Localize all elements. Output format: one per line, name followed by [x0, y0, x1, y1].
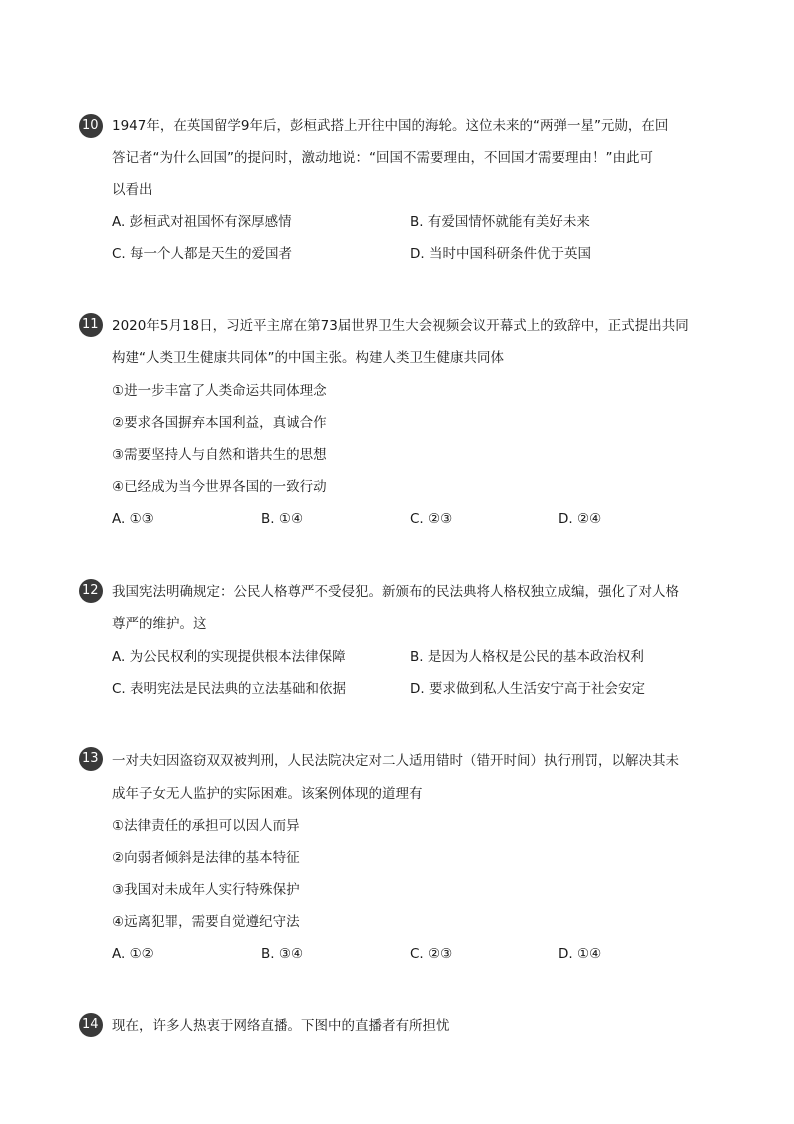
option-c[interactable]: C. 每一个人都是天生的爱国者 [112, 246, 293, 262]
option-a[interactable]: A. 为公民权利的实现提供根本法律保障 [112, 649, 346, 665]
question-stem-line: 构建“人类卫生健康共同体”的中国主张。构建人类卫生健康共同体 [112, 350, 504, 366]
question-stem-line: 成年子女无人监护的实际困难。该案例体现的道理有 [112, 786, 423, 802]
option-b[interactable]: B. ①④ [261, 511, 304, 527]
question-number-badge: 10 [79, 114, 103, 138]
question-number-badge: 14 [79, 1013, 103, 1037]
question-number-badge: 13 [79, 747, 103, 771]
statement-item: ④远离犯罪，需要自觉遵纪守法 [112, 914, 300, 930]
option-d[interactable]: D. ②④ [558, 511, 602, 527]
statement-item: ②要求各国摒弃本国利益，真诚合作 [112, 415, 327, 431]
option-a[interactable]: A. ①② [112, 946, 154, 962]
statement-item: ③需要坚持人与自然和谐共生的思想 [112, 447, 327, 463]
option-d[interactable]: D. ①④ [558, 946, 602, 962]
question-stem-line: 一对夫妇因盗窃双双被判刑，人民法院决定对二人适用错时（错开时间）执行刑罚，以解决其未 [112, 753, 679, 769]
option-c[interactable]: C. ②③ [410, 946, 453, 962]
statement-item: ②向弱者倾斜是法律的基本特征 [112, 850, 300, 866]
question-stem-line: 2020年5月18日，习近平主席在第73届世界卫生大会视频会议开幕式上的致辞中，正式提出共同 [112, 318, 689, 334]
question-stem-line: 我国宪法明确规定：公民人格尊严不受侵犯。新颁布的民法典将人格权独立成编，强化了对人格 [112, 584, 679, 600]
statement-item: ①法律责任的承担可以因人而异 [112, 818, 300, 834]
question-number-badge: 12 [79, 579, 103, 603]
statement-item: ④已经成为当今世界各国的一致行动 [112, 479, 327, 495]
option-b[interactable]: B. 有爱国情怀就能有美好未来 [410, 214, 590, 230]
option-b[interactable]: B. 是因为人格权是公民的基本政治权利 [410, 649, 644, 665]
option-d[interactable]: D. 当时中国科研条件优于英国 [410, 246, 591, 262]
option-c[interactable]: C. 表明宪法是民法典的立法基础和依据 [112, 681, 347, 697]
question-number-badge: 11 [79, 313, 103, 337]
option-a[interactable]: A. ①③ [112, 511, 154, 527]
option-a[interactable]: A. 彭桓武对祖国怀有深厚感情 [112, 214, 292, 230]
question-stem-line: 以看出 [112, 182, 153, 198]
question-stem-line: 1947年，在英国留学9年后，彭桓武搭上开往中国的海轮。这位未来的“两弹一星”元勋，在回 [112, 118, 669, 134]
question-stem-line: 答记者“为什么回国”的提问时，激动地说：“回国不需要理由，不回国才需要理由！”由此可 [112, 150, 653, 166]
question-stem-line: 尊严的维护。这 [112, 616, 207, 632]
option-c[interactable]: C. ②③ [410, 511, 453, 527]
question-stem-line: 现在，许多人热衷于网络直播。下图中的直播者有所担忧 [112, 1018, 450, 1034]
option-d[interactable]: D. 要求做到私人生活安宁高于社会安定 [410, 681, 645, 697]
statement-item: ①进一步丰富了人类命运共同体理念 [112, 383, 327, 399]
statement-item: ③我国对未成年人实行特殊保护 [112, 882, 300, 898]
option-b[interactable]: B. ③④ [261, 946, 304, 962]
